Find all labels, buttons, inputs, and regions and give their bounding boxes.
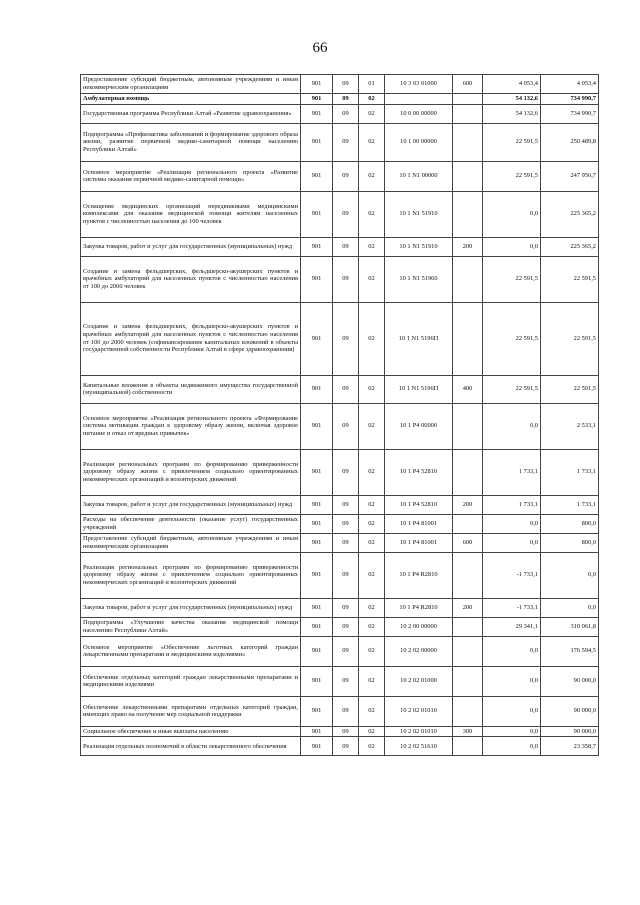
cell-sum1: 22 591,5 [483, 123, 541, 161]
cell-rz: 09 [333, 403, 359, 449]
cell-vr: 200 [453, 598, 483, 617]
cell-sum2: 22 591,5 [541, 256, 599, 302]
cell-ved: 901 [301, 617, 333, 636]
cell-pr: 02 [359, 696, 385, 726]
cell-pr: 02 [359, 104, 385, 123]
cell-pr: 02 [359, 94, 385, 105]
cell-rz: 09 [333, 123, 359, 161]
cell-ved: 901 [301, 495, 333, 514]
cell-pr: 02 [359, 737, 385, 756]
cell-rz: 09 [333, 449, 359, 495]
cell-vr: 300 [453, 726, 483, 737]
cell-sum2: 734 990,7 [541, 104, 599, 123]
cell-csr: 10 1 N1 00000 [385, 161, 453, 191]
cell-csr [385, 94, 453, 105]
cell-sum2: 90 000,0 [541, 696, 599, 726]
cell-csr: 10 1 00 00000 [385, 123, 453, 161]
cell-csr: 10 1 P4 81001 [385, 514, 453, 533]
cell-name: Амбулаторная помощь [81, 94, 301, 105]
cell-csr: 10 2 02 51610 [385, 737, 453, 756]
cell-rz: 09 [333, 161, 359, 191]
cell-vr [453, 191, 483, 237]
cell-name: Создание и замена фельдшерских, фельдшерско-акушерских пунктов и врачебных амбулаторий для населенных пунктов с численностью населения от 100 до 2000 человек [81, 256, 301, 302]
cell-sum2: 22 591,5 [541, 302, 599, 375]
cell-vr [453, 104, 483, 123]
cell-vr [453, 403, 483, 449]
cell-sum1: -1 733,1 [483, 552, 541, 598]
cell-pr: 02 [359, 375, 385, 403]
cell-sum1: 1 733,1 [483, 449, 541, 495]
cell-sum1: 54 132,6 [483, 104, 541, 123]
cell-vr [453, 161, 483, 191]
cell-csr: 10 2 02 01010 [385, 696, 453, 726]
cell-csr: 10 0 00 00000 [385, 104, 453, 123]
cell-ved: 901 [301, 533, 333, 552]
table-row [81, 449, 599, 495]
cell-rz: 09 [333, 75, 359, 94]
cell-name: Реализация региональных программ по формированию приверженности здоровому образу жизни с привлечением социально ориентированных некоммерческих организаций и волонтерских движений [81, 449, 301, 495]
cell-ved: 901 [301, 636, 333, 666]
cell-sum1: 22 591,5 [483, 375, 541, 403]
cell-ved: 901 [301, 696, 333, 726]
cell-rz: 09 [333, 737, 359, 756]
cell-vr: 600 [453, 75, 483, 94]
cell-pr: 02 [359, 191, 385, 237]
cell-ved: 901 [301, 666, 333, 696]
cell-rz: 09 [333, 495, 359, 514]
cell-sum1: 0,0 [483, 696, 541, 726]
cell-name: Основное мероприятие «Реализация регионального проекта «Формирование системы мотивации граждан к здоровому образу жизни, включая здоровое питание и отказ от вредных привычек» [81, 403, 301, 449]
cell-vr [453, 552, 483, 598]
cell-ved: 901 [301, 256, 333, 302]
cell-csr: 10 1 P4 00000 [385, 403, 453, 449]
cell-pr: 02 [359, 533, 385, 552]
table-row [81, 256, 599, 302]
cell-ved: 901 [301, 514, 333, 533]
cell-rz: 09 [333, 514, 359, 533]
cell-sum2: 225 365,2 [541, 191, 599, 237]
cell-sum2: 247 956,7 [541, 161, 599, 191]
cell-name: Обеспечение отдельных категорий граждан лекарственными препаратами и медицинскими изделиями [81, 666, 301, 696]
cell-pr: 02 [359, 636, 385, 666]
cell-pr: 02 [359, 256, 385, 302]
cell-name: Обеспечение лекарственными препаратами отдельных категорий граждан, имеющих право на получение мер социальной поддержки [81, 696, 301, 726]
budget-table [80, 74, 599, 756]
cell-vr [453, 696, 483, 726]
cell-vr [453, 302, 483, 375]
cell-csr: 10 1 P4 R2810 [385, 598, 453, 617]
cell-ved: 901 [301, 191, 333, 237]
table-row [81, 237, 599, 256]
cell-name: Реализация региональных программ по формированию приверженности здоровому образу жизни с привлечением социально ориентированных некоммерческих организаций и волонтерских движений [81, 552, 301, 598]
cell-ved: 901 [301, 726, 333, 737]
table-body [81, 75, 599, 756]
table-row [81, 161, 599, 191]
cell-sum1: 0,0 [483, 666, 541, 696]
cell-sum2: 23 358,7 [541, 737, 599, 756]
cell-sum2: 90 000,0 [541, 726, 599, 737]
cell-pr: 02 [359, 123, 385, 161]
cell-sum1: 0,0 [483, 514, 541, 533]
cell-csr: 10 1 P4 81001 [385, 533, 453, 552]
cell-pr: 02 [359, 302, 385, 375]
cell-vr [453, 617, 483, 636]
cell-ved: 901 [301, 75, 333, 94]
cell-sum2: 4 053,4 [541, 75, 599, 94]
cell-rz: 09 [333, 666, 359, 696]
cell-csr: 10 1 N1 5196П [385, 375, 453, 403]
cell-pr: 02 [359, 598, 385, 617]
cell-csr: 10 1 N1 51910 [385, 191, 453, 237]
cell-csr: 10 2 02 01000 [385, 666, 453, 696]
cell-sum2: 1 733,1 [541, 495, 599, 514]
cell-pr: 02 [359, 514, 385, 533]
cell-name: Социальное обеспечение и иные выплаты населению [81, 726, 301, 737]
cell-csr: 10 1 N1 51910 [385, 237, 453, 256]
cell-csr: 10 2 02 01010 [385, 726, 453, 737]
cell-name: Закупка товаров, работ и услуг для государственных (муниципальных) нужд [81, 495, 301, 514]
cell-name: Государственная программа Республики Алтай «Развитие здравоохранения» [81, 104, 301, 123]
cell-rz: 09 [333, 533, 359, 552]
cell-pr: 02 [359, 726, 385, 737]
cell-sum2: 800,0 [541, 533, 599, 552]
table-row [81, 696, 599, 726]
cell-csr: 10 2 00 00000 [385, 617, 453, 636]
cell-rz: 09 [333, 237, 359, 256]
page-number: 66 [312, 40, 328, 56]
table-row [81, 666, 599, 696]
table-row [81, 737, 599, 756]
cell-csr: 10 1 P4 52810 [385, 495, 453, 514]
table-row [81, 104, 599, 123]
cell-sum1: 22 591,5 [483, 256, 541, 302]
cell-sum2: 250 489,8 [541, 123, 599, 161]
cell-csr: 10 1 P4 52810 [385, 449, 453, 495]
cell-sum1: 0,0 [483, 726, 541, 737]
cell-csr: 10 2 02 00000 [385, 636, 453, 666]
cell-pr: 02 [359, 237, 385, 256]
cell-pr: 01 [359, 75, 385, 94]
cell-ved: 901 [301, 302, 333, 375]
cell-ved: 901 [301, 375, 333, 403]
table-row [81, 533, 599, 552]
cell-vr [453, 666, 483, 696]
cell-csr: 10 1 P4 R2810 [385, 552, 453, 598]
cell-rz: 09 [333, 726, 359, 737]
cell-csr: 10 1 N1 5196П [385, 302, 453, 375]
cell-sum2: 310 061,8 [541, 617, 599, 636]
cell-rz: 09 [333, 94, 359, 105]
cell-ved: 901 [301, 161, 333, 191]
cell-name: Основное мероприятие «Обеспечение льготных категорий граждан лекарственными препаратами и медицинскими изделиями» [81, 636, 301, 666]
table-row [81, 636, 599, 666]
cell-vr [453, 94, 483, 105]
cell-sum2: 90 000,0 [541, 666, 599, 696]
cell-vr [453, 737, 483, 756]
cell-sum1: -1 733,1 [483, 598, 541, 617]
cell-rz: 09 [333, 302, 359, 375]
table-row [81, 94, 599, 105]
table-row [81, 617, 599, 636]
cell-ved: 901 [301, 598, 333, 617]
cell-sum2: 2 533,1 [541, 403, 599, 449]
cell-name: Закупка товаров, работ и услуг для государственных (муниципальных) нужд [81, 598, 301, 617]
cell-name: Расходы на обеспечение деятельности (оказание услуг) государственных учреждений [81, 514, 301, 533]
cell-csr: 10 1 N1 51960 [385, 256, 453, 302]
cell-pr: 02 [359, 552, 385, 598]
cell-sum2: 22 591,5 [541, 375, 599, 403]
cell-sum1: 0,0 [483, 636, 541, 666]
cell-name: Основное мероприятие «Реализация регионального проекта «Развитие системы оказания первичной медико-санитарной помощи» [81, 161, 301, 191]
table-row [81, 514, 599, 533]
cell-ved: 901 [301, 94, 333, 105]
cell-pr: 02 [359, 666, 385, 696]
table-row [81, 403, 599, 449]
cell-sum2: 176 594,5 [541, 636, 599, 666]
cell-sum1: 0,0 [483, 533, 541, 552]
cell-name: Предоставление субсидий бюджетным, автономным учреждениям и иным некоммерческим организациям [81, 75, 301, 94]
table-row [81, 75, 599, 94]
cell-vr: 200 [453, 237, 483, 256]
table-row [81, 495, 599, 514]
cell-ved: 901 [301, 104, 333, 123]
table-row [81, 191, 599, 237]
cell-pr: 02 [359, 161, 385, 191]
cell-ved: 901 [301, 737, 333, 756]
cell-ved: 901 [301, 552, 333, 598]
cell-name: Предоставление субсидий бюджетным, автономным учреждениям и иным некоммерческим организациям [81, 533, 301, 552]
cell-sum2: 800,0 [541, 514, 599, 533]
cell-rz: 09 [333, 375, 359, 403]
cell-sum2: 0,0 [541, 552, 599, 598]
table-row [81, 726, 599, 737]
cell-rz: 09 [333, 191, 359, 237]
cell-name: Закупка товаров, работ и услуг для государственных (муниципальных) нужд [81, 237, 301, 256]
cell-vr [453, 514, 483, 533]
cell-sum1: 0,0 [483, 403, 541, 449]
cell-csr: 10 3 03 01000 [385, 75, 453, 94]
cell-pr: 02 [359, 495, 385, 514]
cell-name: Создание и замена фельдшерских, фельдшерско-акушерских пунктов и врачебных амбулаторий для населенных пунктов с численностью населения от 100 до 2000 человек (софинансирование капитальных вложений в объекты государственной собственности Республики Алтай в сфере здравоохранения) [81, 302, 301, 375]
cell-pr: 02 [359, 449, 385, 495]
cell-sum1: 0,0 [483, 237, 541, 256]
cell-ved: 901 [301, 123, 333, 161]
cell-name: Подпрограмма «Улучшение качества оказания медицинской помощи населению Республики Алтай» [81, 617, 301, 636]
cell-sum1: 54 132,6 [483, 94, 541, 105]
cell-name: Реализация отдельных полномочий в области лекарственного обеспечения [81, 737, 301, 756]
cell-ved: 901 [301, 237, 333, 256]
cell-pr: 02 [359, 403, 385, 449]
table-row [81, 598, 599, 617]
cell-pr: 02 [359, 617, 385, 636]
cell-sum2: 1 733,1 [541, 449, 599, 495]
cell-name: Подпрограмма «Профилактика заболеваний и формирование здорового образа жизни, развитие первичной медико-санитарной помощи населению Республики Алтай» [81, 123, 301, 161]
table-row [81, 552, 599, 598]
cell-rz: 09 [333, 104, 359, 123]
table-row [81, 375, 599, 403]
cell-sum1: 29 341,1 [483, 617, 541, 636]
cell-name: Капитальные вложения в объекты недвижимого имущества государственной (муниципальной) собственности [81, 375, 301, 403]
cell-ved: 901 [301, 449, 333, 495]
cell-sum1: 22 591,5 [483, 161, 541, 191]
cell-ved: 901 [301, 403, 333, 449]
cell-vr: 400 [453, 375, 483, 403]
cell-sum1: 4 053,4 [483, 75, 541, 94]
cell-vr: 200 [453, 495, 483, 514]
table-row [81, 123, 599, 161]
cell-sum1: 0,0 [483, 737, 541, 756]
cell-name: Оснащение медицинских организаций передвижными медицинскими комплексами для оказания медицинской помощи жителям населенных пунктов с численностью населения до 100 человек [81, 191, 301, 237]
cell-vr [453, 449, 483, 495]
cell-sum1: 22 591,5 [483, 302, 541, 375]
cell-vr [453, 256, 483, 302]
cell-rz: 09 [333, 552, 359, 598]
cell-sum2: 734 990,7 [541, 94, 599, 105]
cell-sum2: 225 365,2 [541, 237, 599, 256]
cell-sum2: 0,0 [541, 598, 599, 617]
cell-rz: 09 [333, 617, 359, 636]
cell-rz: 09 [333, 636, 359, 666]
cell-vr: 600 [453, 533, 483, 552]
cell-rz: 09 [333, 256, 359, 302]
table-row [81, 302, 599, 375]
cell-sum1: 0,0 [483, 191, 541, 237]
cell-vr [453, 123, 483, 161]
cell-rz: 09 [333, 598, 359, 617]
cell-vr [453, 636, 483, 666]
cell-rz: 09 [333, 696, 359, 726]
cell-sum1: 1 733,1 [483, 495, 541, 514]
